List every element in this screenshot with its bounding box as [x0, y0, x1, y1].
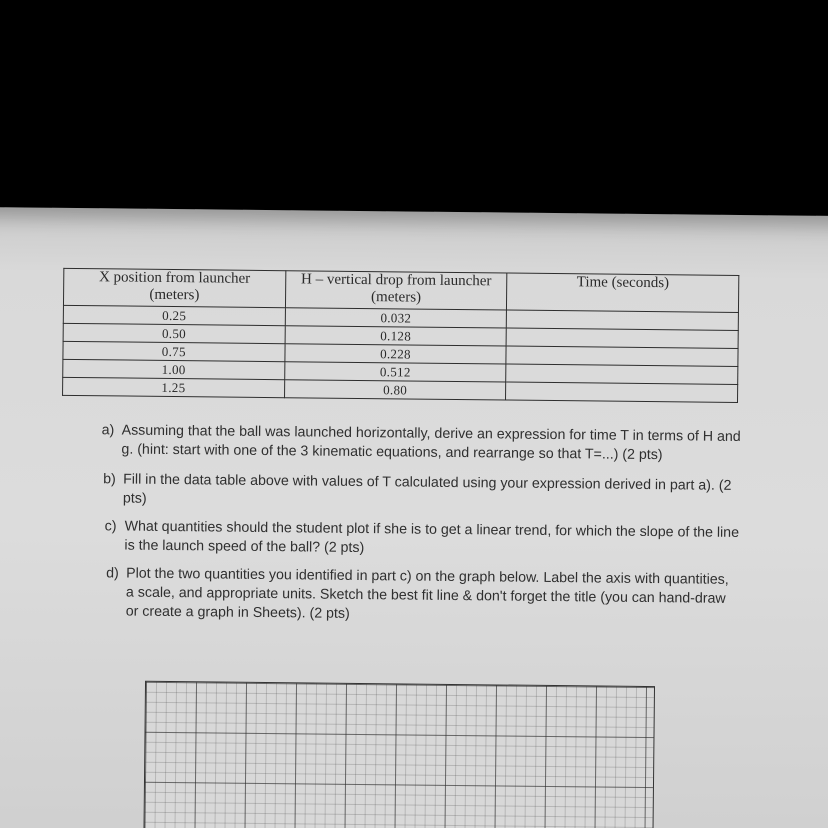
cell-h: 0.512 [284, 362, 506, 382]
graph-paper-grid[interactable] [143, 681, 655, 828]
cell-x: 1.00 [63, 359, 285, 379]
question-list [100, 421, 742, 628]
question-d [106, 564, 741, 628]
cell-x: 0.75 [63, 341, 285, 361]
question-a [101, 421, 741, 466]
cell-time[interactable] [506, 328, 738, 348]
cell-time[interactable] [507, 310, 739, 330]
header-time: Time (seconds) [507, 273, 739, 312]
cell-h: 0.228 [285, 344, 507, 364]
question-a-letter: a) [101, 422, 115, 439]
cell-h: 0.128 [285, 326, 507, 346]
question-b-text: Fill in the data table above with values of T calculated using your expression derived in part a). (2 pts) [122, 471, 732, 507]
question-b-letter: b) [103, 471, 116, 488]
data-table [62, 268, 739, 403]
question-c-text: What quantities should the student plot if she is to get a linear trend, for which the slope of the line is the launch speed of the ball? (2 pts) [124, 518, 740, 557]
header-vertical-drop: H – vertical drop from launcher (meters) [285, 271, 507, 310]
cell-time[interactable] [506, 364, 738, 384]
cell-time[interactable] [506, 346, 738, 366]
cell-h: 0.032 [285, 308, 507, 328]
cell-x: 1.25 [63, 377, 285, 397]
worksheet-paper [0, 207, 828, 828]
question-d-text: Plot the two quantities you identified in part c) on the graph below. Label the axis with quantities, a scale, and appropriate units. Sketch the best fit line & don't forget the title (you can hand-draw or create a graph in Sheets). (2 pts) [125, 565, 729, 622]
cell-x: 0.25 [63, 305, 285, 325]
question-b [103, 470, 741, 515]
question-a-text: Assuming that the ball was launched horizontally, derive an expression for time T in terms of H and g. (hint: start with one of the 3 kinematic equations, and rearrange so that T=...) (2 pts) [121, 422, 741, 464]
header-x-position: X position from launcher (meters) [63, 268, 285, 307]
question-c [104, 517, 740, 562]
cell-x: 0.50 [63, 323, 285, 343]
question-c-letter: c) [104, 518, 117, 535]
cell-time[interactable] [506, 382, 738, 402]
cell-h: 0.80 [284, 380, 506, 400]
question-d-letter: d) [106, 565, 119, 582]
